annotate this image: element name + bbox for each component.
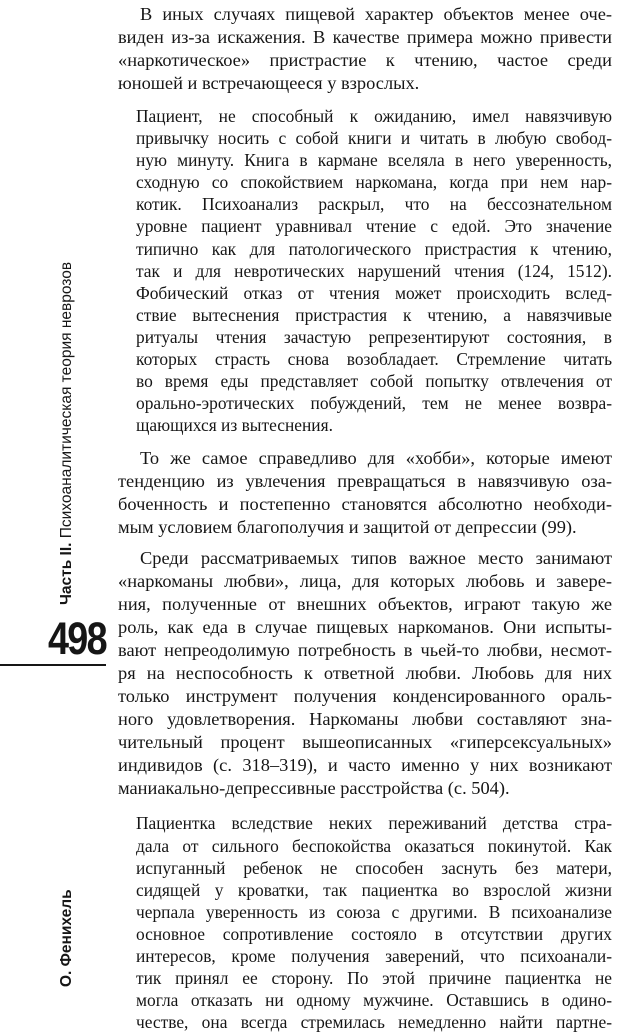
text-line: индивидов (с. 318–319), и часто именно у них возникают bbox=[118, 755, 612, 776]
text-line: щающихся из вытеснения. bbox=[136, 415, 333, 436]
text-line: маниакально-депрессивные расстройства (с. 504). bbox=[118, 778, 510, 799]
part-title: Психоаналитическая теория неврозов bbox=[58, 261, 75, 543]
text-line: «наркоманы любви», лица, для которых любовь и завере- bbox=[118, 571, 612, 592]
text-line: Пациент, не способный к ожиданию, имел навязчивую bbox=[136, 106, 612, 126]
page-number-rule bbox=[0, 664, 106, 666]
text-line: привычку носить с собой книги и читать в любую свобод- bbox=[136, 128, 612, 149]
text-line: так и для невротических нарушений чтения (124, 1512). bbox=[136, 260, 612, 281]
running-head-author: О. Фенихель bbox=[58, 889, 75, 987]
page-number: 498 bbox=[47, 613, 106, 664]
text-line: дала от сильного беспокойства оказаться покинутой. Как bbox=[136, 835, 612, 856]
text-line: типично как для патологического пристрастия к чтению, bbox=[136, 238, 612, 259]
case-example-1 bbox=[118, 105, 612, 436]
text-line: юношей и встречающееся у взрослых. bbox=[118, 73, 420, 93]
text-line: ствие вытеснения пристрастия к чтению, а навязчивые bbox=[136, 304, 612, 325]
case-example-2 bbox=[118, 812, 612, 1033]
text-line: сходную со спокойствием наркомана, когда при нем нар- bbox=[136, 172, 612, 193]
text-line: ную минуту. Книга в кармане вселяла в него уверенность, bbox=[136, 150, 612, 171]
paragraph-1 bbox=[118, 3, 612, 95]
text-line: ния, полученные от внешних объектов, играют такую же bbox=[118, 594, 612, 615]
text-line: То же самое справедливо для «хобби», которые имеют bbox=[140, 448, 612, 469]
text-line: основное сопротивление состояло в отсутствии других bbox=[136, 923, 612, 944]
text-line: роль, как еда в случае пищевых наркоманов. Они испыты- bbox=[118, 617, 612, 638]
text-line: интересов, кроме получения заверений, что психоанали- bbox=[136, 945, 612, 966]
text-line: Пациентка вследствие неких переживаний детства стра- bbox=[136, 813, 612, 834]
text-line: чительный процент вышеописанных «гиперсексуальных» bbox=[118, 732, 612, 753]
paragraph-3 bbox=[118, 547, 612, 800]
text-line: мым условием благополучия и защитой от депрессии (99). bbox=[118, 517, 577, 538]
paragraph-2 bbox=[118, 447, 612, 539]
text-line: только инструмент получения конденсированного ораль- bbox=[118, 686, 612, 707]
text-line: во время еды представляет собой попытку отвлечения от bbox=[136, 371, 612, 392]
text-line: «наркотическое» пристрастие к чтению, частое среди bbox=[118, 50, 612, 70]
text-line: орально-эротических побуждений, тем не менее возвра- bbox=[136, 393, 612, 414]
text-line: тик принял ее сторону. По этой причине пациентка не bbox=[136, 968, 612, 989]
text-line: уровне пациент уравнивал чтение с едой. Это значение bbox=[136, 216, 612, 237]
text-line: котик. Психоанализ раскрыл, что на бессознательном bbox=[136, 194, 612, 215]
text-line: ритуалы чтения зачастую репрезентируют состояния, в bbox=[136, 326, 612, 347]
text-line: тенденцию из увлечения превращаться в навязчивую оза- bbox=[118, 471, 612, 492]
text-line: ря на неспособность к ответной любви. Любовь для них bbox=[118, 663, 612, 684]
text-line: боченность и постепенно становятся абсолютно необходи- bbox=[118, 494, 612, 515]
text-line: могла отказать ни одному мужчине. Оставшись в одино- bbox=[136, 990, 612, 1011]
part-label: Часть II. bbox=[58, 542, 75, 605]
text-line: сидящей у кроватки, так пациентка во взрослой жизни bbox=[136, 879, 612, 900]
running-head-part bbox=[58, 262, 76, 605]
text-line: вают непреодолимую потребность в чьей-то любви, несмот- bbox=[118, 640, 612, 661]
text-line: черпала уверенность из союза с другими. В психоанализе bbox=[136, 901, 612, 922]
text-line: честве, она всегда стремилась немедленно найти партне- bbox=[136, 1012, 612, 1033]
text-line: ного удовлетворения. Наркоманы любви составляют зна- bbox=[118, 709, 612, 730]
text-line: испуганный ребенок не способен заснуть без матери, bbox=[136, 857, 612, 878]
text-line: Фобический отказ от чтения может происходить вслед- bbox=[136, 282, 612, 303]
page-body bbox=[118, 3, 612, 1033]
text-line: виден из-за искажения. В качестве примера можно привести bbox=[118, 27, 612, 47]
text-line: Среди рассматриваемых типов важное место занимают bbox=[140, 548, 612, 569]
text-line: В иных случаях пищевой характер объектов менее оче- bbox=[140, 4, 612, 24]
text-line: которых страсть снова возобладает. Стремление читать bbox=[136, 349, 612, 370]
